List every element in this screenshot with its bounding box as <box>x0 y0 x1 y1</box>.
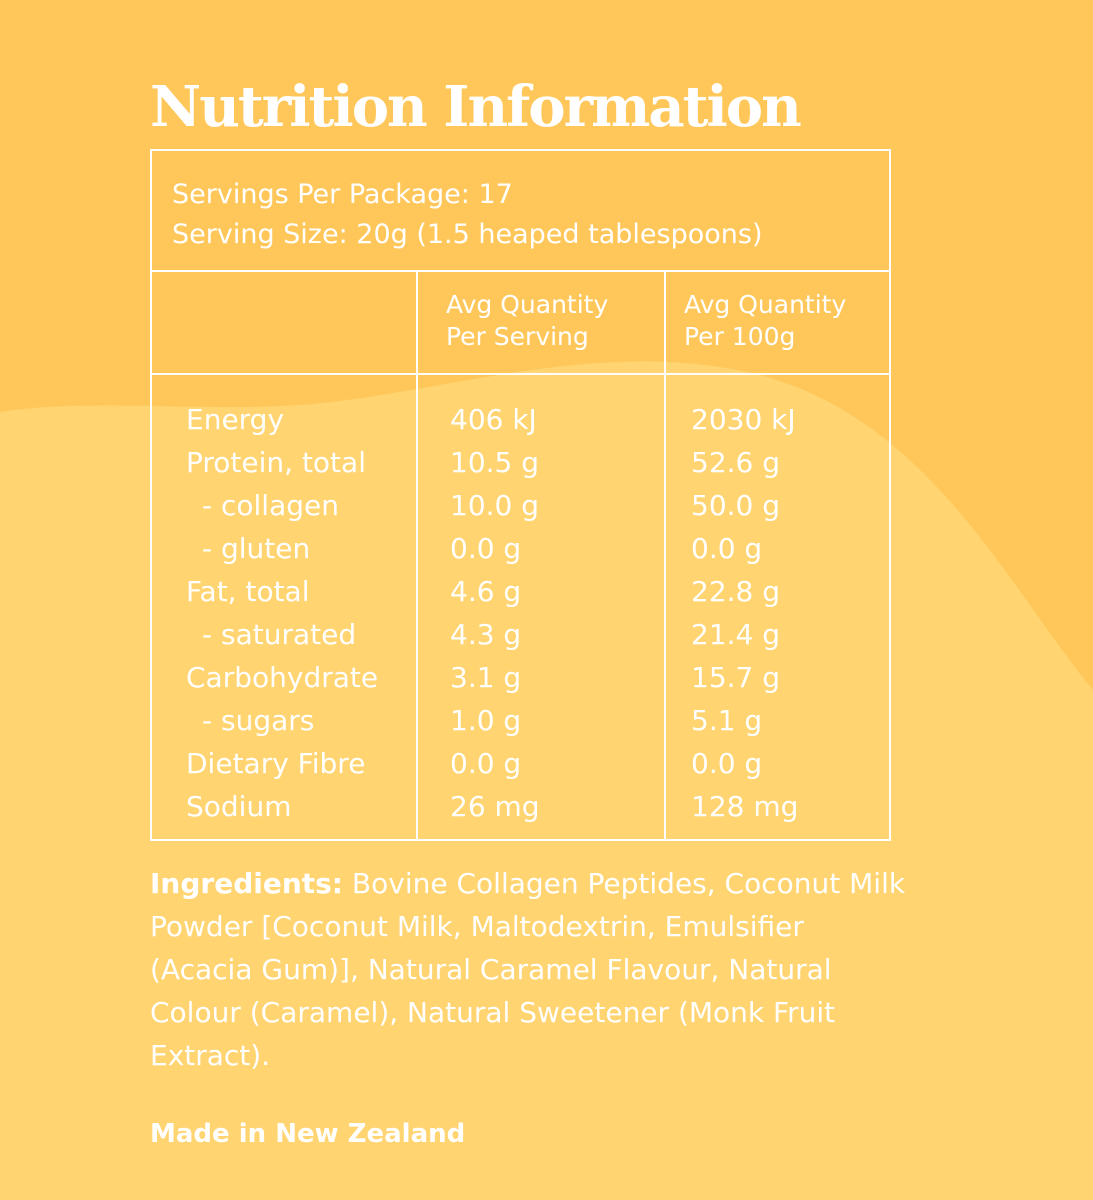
nutrient-per-serving: 4.3 g <box>450 618 522 651</box>
nutrient-per-serving: 406 kJ <box>450 403 537 436</box>
nutrient-row-gluten <box>152 527 889 570</box>
nutrient-per-serving: 0.0 g <box>450 747 522 780</box>
nutrient-per-100g: 50.0 g <box>691 489 781 522</box>
nutrient-row-sodium <box>152 785 889 828</box>
nutrient-per-100g: 0.0 g <box>691 532 763 565</box>
page-title: Nutrition Information <box>150 74 800 140</box>
nutrient-name: - saturated <box>202 618 357 651</box>
nutrient-per-serving: 1.0 g <box>450 704 522 737</box>
servings-per-package: Servings Per Package: 17 <box>172 179 513 210</box>
nutrient-per-serving: 10.0 g <box>450 489 540 522</box>
serving-info <box>172 175 762 255</box>
divider-header <box>152 373 889 375</box>
nutrient-row-sugars <box>152 699 889 742</box>
nutrient-per-100g: 2030 kJ <box>691 403 796 436</box>
ingredients-text <box>150 862 910 1077</box>
nutrient-per-serving: 0.0 g <box>450 532 522 565</box>
nutrient-per-100g: 5.1 g <box>691 704 763 737</box>
nutrient-row-fat <box>152 570 889 613</box>
nutrient-row-protein <box>152 441 889 484</box>
column-header-per-100g: Avg Quantity Per 100g <box>684 290 847 351</box>
nutrient-rows <box>152 398 889 828</box>
nutrient-name: Carbohydrate <box>186 661 379 694</box>
nutrient-row-carbohydrate <box>152 656 889 699</box>
nutrient-row-saturated <box>152 613 889 656</box>
nutrient-name: Fat, total <box>186 575 310 608</box>
serving-size: Serving Size: 20g (1.5 heaped tablespoons) <box>172 219 763 250</box>
nutrient-name: Energy <box>186 403 285 436</box>
nutrient-per-100g: 128 mg <box>691 790 799 823</box>
nutrient-per-100g: 21.4 g <box>691 618 781 651</box>
divider-top <box>152 270 889 272</box>
nutrient-per-100g: 15.7 g <box>691 661 781 694</box>
nutrient-row-energy <box>152 398 889 441</box>
nutrition-panel <box>150 149 891 841</box>
column-header-per-serving: Avg Quantity Per Serving <box>446 290 609 351</box>
nutrient-name: Sodium <box>186 790 292 823</box>
nutrient-per-serving: 4.6 g <box>450 575 522 608</box>
nutrient-row-collagen <box>152 484 889 527</box>
nutrient-per-serving: 3.1 g <box>450 661 522 694</box>
ingredients-list: Bovine Collagen Peptides, Coconut Milk Powder [Coconut Milk, Maltodextrin, Emulsifier (Acacia Gum)], Natural Caramel Flavour, Natural Colour (Caramel), Natural Sweetener (Monk Fruit Extract). <box>150 867 906 1072</box>
nutrient-per-serving: 26 mg <box>450 790 540 823</box>
origin-text: Made in New Zealand <box>150 1119 466 1149</box>
nutrient-name: - sugars <box>202 704 315 737</box>
nutrient-per-100g: 22.8 g <box>691 575 781 608</box>
nutrient-name: Protein, total <box>186 446 366 479</box>
nutrient-row-dietary-fibre <box>152 742 889 785</box>
nutrient-name: - collagen <box>202 489 339 522</box>
nutrient-name: - gluten <box>202 532 311 565</box>
nutrient-name: Dietary Fibre <box>186 747 366 780</box>
nutrient-per-100g: 0.0 g <box>691 747 763 780</box>
ingredients-label: Ingredients: <box>150 867 344 900</box>
nutrient-per-100g: 52.6 g <box>691 446 781 479</box>
nutrient-per-serving: 10.5 g <box>450 446 540 479</box>
